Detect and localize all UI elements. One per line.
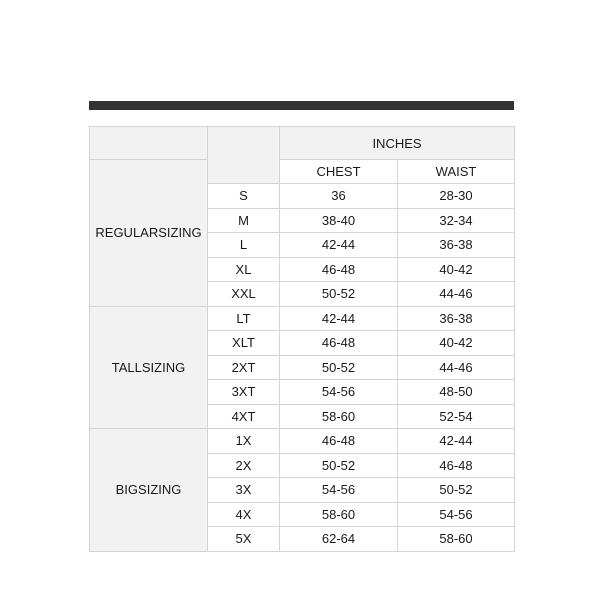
chest-cell: 42-44 [280, 306, 398, 331]
waist-column-header: WAIST [398, 160, 515, 184]
size-cell: 4X [208, 502, 280, 527]
waist-cell: 46-48 [398, 453, 515, 478]
waist-cell: 36-38 [398, 233, 515, 258]
size-cell: 5X [208, 527, 280, 552]
size-cell: 2X [208, 453, 280, 478]
size-cell: 2XT [208, 355, 280, 380]
chest-column-header: CHEST [280, 160, 398, 184]
chest-cell: 36 [280, 184, 398, 209]
group-label-line: REGULAR [95, 225, 159, 241]
size-cell: M [208, 208, 280, 233]
size-cell: 3X [208, 478, 280, 503]
chest-cell: 54-56 [280, 380, 398, 405]
size-cell: 3XT [208, 380, 280, 405]
waist-cell: 48-50 [398, 380, 515, 405]
chest-cell: 54-56 [280, 478, 398, 503]
waist-cell: 54-56 [398, 502, 515, 527]
size-chart-table [89, 126, 515, 552]
group-label-line: BIG [115, 482, 139, 498]
size-cell: L [208, 233, 280, 258]
size-cell: XL [208, 257, 280, 282]
waist-cell: 58-60 [398, 527, 515, 552]
group-label-tall [90, 306, 208, 429]
group-label-big [90, 429, 208, 552]
corner-cell-size [208, 127, 280, 184]
waist-cell: 32-34 [398, 208, 515, 233]
size-cell: 1X [208, 429, 280, 454]
waist-cell: 52-54 [398, 404, 515, 429]
group-label-line: SIZING [141, 359, 186, 375]
size-cell: LT [208, 306, 280, 331]
size-cell: 4XT [208, 404, 280, 429]
table-row [90, 429, 515, 454]
chest-cell: 38-40 [280, 208, 398, 233]
table-row [90, 306, 515, 331]
chest-cell: 62-64 [280, 527, 398, 552]
size-cell: XLT [208, 331, 280, 356]
group-label-line: SIZING [158, 225, 202, 241]
waist-cell: 50-52 [398, 478, 515, 503]
size-cell: XXL [208, 282, 280, 307]
chest-cell: 46-48 [280, 429, 398, 454]
units-header: INCHES [280, 127, 515, 160]
group-label-line: TALL [111, 359, 142, 375]
waist-cell: 28-30 [398, 184, 515, 209]
group-label-line: SIZING [138, 482, 182, 498]
header-row-columns [90, 160, 515, 184]
corner-cell-group [90, 127, 208, 160]
chest-cell: 50-52 [280, 282, 398, 307]
chest-cell: 50-52 [280, 355, 398, 380]
chest-cell: 46-48 [280, 331, 398, 356]
waist-cell: 36-38 [398, 306, 515, 331]
chest-cell: 46-48 [280, 257, 398, 282]
header-row-units [90, 127, 515, 160]
waist-cell: 42-44 [398, 429, 515, 454]
waist-cell: 40-42 [398, 257, 515, 282]
chest-cell: 50-52 [280, 453, 398, 478]
chest-cell: 58-60 [280, 404, 398, 429]
group-label-regular [90, 160, 208, 307]
chest-cell: 58-60 [280, 502, 398, 527]
waist-cell: 40-42 [398, 331, 515, 356]
waist-cell: 44-46 [398, 355, 515, 380]
waist-cell: 44-46 [398, 282, 515, 307]
size-cell: S [208, 184, 280, 209]
header-divider-bar [89, 101, 514, 110]
chest-cell: 42-44 [280, 233, 398, 258]
